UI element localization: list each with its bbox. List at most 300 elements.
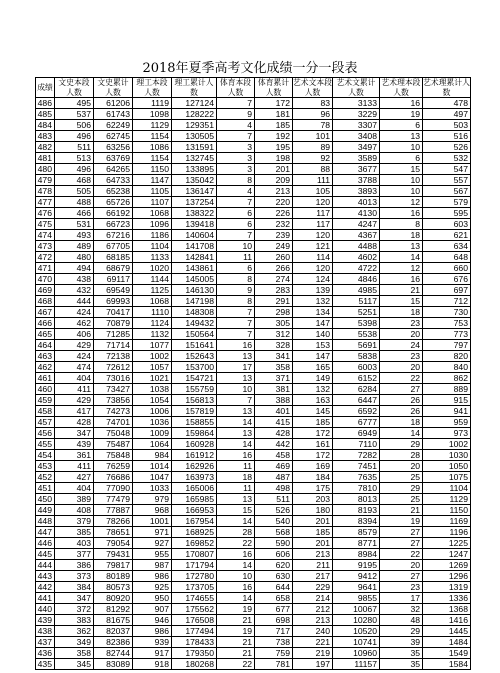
table-cell: 27 [380,527,423,538]
table-cell: 9412 [333,571,380,582]
table-cell: 140604 [172,230,217,241]
table-cell: 1054 [133,395,172,406]
table-cell: 590 [255,538,293,549]
header-yishuwen-segment: 艺术文本段人数 [293,78,332,97]
table-cell: 1144 [133,274,172,285]
table-cell: 1154 [133,131,172,142]
table-row [36,252,471,263]
table-cell: 1107 [133,197,172,208]
table-row [36,351,471,362]
table-cell: 462 [36,362,55,373]
table-cell: 1105 [133,186,172,197]
table-cell: 603 [423,219,471,230]
table-cell: 15 [380,164,423,175]
table-cell: 475 [36,219,55,230]
table-cell: 67216 [94,230,133,241]
table-cell: 6003 [333,362,380,373]
table-cell: 69549 [94,285,133,296]
table-row [36,186,471,197]
table-cell: 454 [36,450,55,461]
table-cell: 10741 [333,637,380,648]
table-cell: 132745 [172,153,217,164]
table-cell: 467 [36,307,55,318]
table-cell: 4722 [333,263,380,274]
table-cell: 73856 [94,395,133,406]
table-cell: 163973 [172,472,217,483]
table-cell: 114 [293,252,333,263]
table-cell: 1002 [133,351,172,362]
table-cell: 195 [255,142,293,153]
table-cell: 482 [36,142,55,153]
table-cell: 221 [293,637,333,648]
table-cell: 444 [55,296,94,307]
table-cell: 150564 [172,329,217,340]
table-row [36,538,471,549]
table-cell: 1104 [133,241,172,252]
table-cell: 66192 [94,208,133,219]
table-cell: 469 [255,461,293,472]
header-yishuli-cumulative: 艺术理累计人数 [423,78,470,97]
header-yishuli-segment: 艺术理本段人数 [380,78,423,98]
table-cell: 489 [55,241,94,252]
table-cell: 478 [423,98,471,109]
table-cell: 79431 [94,549,133,560]
table-cell: 240 [293,626,333,637]
table-cell: 8013 [333,494,380,505]
table-cell: 1150 [423,505,471,516]
table-cell: 442 [255,439,293,450]
table-cell: 478 [36,186,55,197]
table-cell: 185 [293,527,333,538]
table-cell: 77887 [94,505,133,516]
table-cell: 20 [380,329,423,340]
table-cell: 971 [133,527,172,538]
table-cell: 7 [217,230,255,241]
table-cell: 472 [36,252,55,263]
table-cell: 170807 [172,549,217,560]
table-cell: 411 [55,384,94,395]
table-cell: 171794 [172,560,217,571]
table-row [36,549,471,560]
table-cell: 1068 [133,296,172,307]
table-cell: 68679 [94,263,133,274]
table-cell: 634 [423,241,471,252]
table-cell: 455 [36,439,55,450]
table-cell: 388 [255,395,293,406]
table-cell: 20 [380,560,423,571]
table-cell: 28 [217,527,255,538]
table-cell: 1445 [423,626,471,637]
table-cell: 1549 [423,648,471,659]
table-cell: 239 [255,230,293,241]
table-cell: 1021 [133,373,172,384]
table-cell: 547 [423,164,471,175]
table-row [36,615,471,626]
table-cell: 157819 [172,406,217,417]
table-cell: 22 [380,373,423,384]
table-cell: 644 [255,582,293,593]
table-cell: 148308 [172,307,217,318]
table-cell: 345 [55,659,94,670]
table-cell: 349 [55,637,94,648]
table-cell: 383 [55,615,94,626]
table-cell: 712 [423,296,471,307]
table-cell: 3893 [333,186,380,197]
table-cell: 447 [36,527,55,538]
table-cell: 759 [255,648,293,659]
table-cell: 606 [255,549,293,560]
table-cell: 440 [36,604,55,615]
header-tiyu-segment: 体育本段人数 [217,78,255,98]
table-cell: 511 [255,494,293,505]
table-row [36,340,471,351]
table-cell: 697 [423,285,471,296]
table-cell: 917 [133,648,172,659]
table-cell: 1006 [133,406,172,417]
table-cell: 10520 [333,626,380,637]
table-cell: 3229 [333,109,380,120]
table-cell: 1098 [133,109,172,120]
table-cell: 22 [217,659,255,670]
table-cell: 443 [36,571,55,582]
table-row [36,197,471,208]
table-cell: 465 [36,329,55,340]
table-cell: 347 [55,428,94,439]
table-row [36,560,471,571]
table-cell: 28 [380,450,423,461]
table-cell: 129351 [172,120,217,131]
table-cell: 1484 [423,637,471,648]
table-cell: 4 [217,186,255,197]
table-cell: 203 [293,494,333,505]
table-row [36,230,471,241]
table-cell: 473 [36,241,55,252]
table-cell: 71714 [94,340,133,351]
table-cell: 229 [293,582,333,593]
table-cell: 3307 [333,120,380,131]
table-cell: 139418 [172,219,217,230]
table-cell: 63769 [94,153,133,164]
table-cell: 470 [36,274,55,285]
table-cell: 24 [380,340,423,351]
table-cell: 201 [293,538,333,549]
table-cell: 8 [217,296,255,307]
table-cell: 984 [133,450,172,461]
table-cell: 371 [255,373,293,384]
table-cell: 13 [217,428,255,439]
table-cell: 120 [293,197,333,208]
page-title: 2018年夏季高考文化成绩一分一段表 [142,61,358,76]
table-cell: 6 [217,208,255,219]
table-cell: 177494 [172,626,217,637]
table-cell: 959 [423,417,471,428]
table-cell: 10280 [333,615,380,626]
table-cell: 1086 [133,142,172,153]
table-cell: 476 [36,208,55,219]
table-row [36,153,471,164]
table-cell: 1196 [423,527,471,538]
table-cell: 71285 [94,329,133,340]
table-cell: 781 [255,659,293,670]
table-cell: 141708 [172,241,217,252]
table-cell: 16 [380,98,423,109]
table-cell: 8771 [333,538,380,549]
table-cell: 145005 [172,274,217,285]
table-cell: 1038 [133,384,172,395]
table-cell: 16 [217,549,255,560]
table-cell: 162926 [172,461,217,472]
table-cell: 145 [293,406,333,417]
table-cell: 466 [36,318,55,329]
table-cell: 192 [255,131,293,142]
table-cell: 462 [55,318,94,329]
table-cell: 29 [380,483,423,494]
table-cell: 15 [217,505,255,516]
table-cell: 979 [133,494,172,505]
table-cell: 7451 [333,461,380,472]
table-cell: 1129 [133,120,172,131]
table-cell: 83089 [94,659,133,670]
table-cell: 1036 [133,417,172,428]
table-cell: 479 [36,175,55,186]
table-cell: 83 [293,98,333,109]
table-cell: 10 [217,241,255,252]
table-cell: 232 [255,219,293,230]
table-row [36,527,471,538]
table-cell: 753 [423,318,471,329]
table-cell: 458 [255,450,293,461]
table-cell: 1068 [133,208,172,219]
table-cell: 458 [36,406,55,417]
table-cell: 389 [55,494,94,505]
table-cell: 406 [55,329,94,340]
table-cell: 147 [293,351,333,362]
table-cell: 1584 [423,659,471,670]
table-cell: 74701 [94,417,133,428]
table-cell: 128222 [172,109,217,120]
table-cell: 505 [55,186,94,197]
table-row [36,417,471,428]
table-cell: 1247 [423,549,471,560]
table-cell: 403 [55,538,94,549]
table-cell: 328 [255,340,293,351]
table-row [36,450,471,461]
table-cell: 72138 [94,351,133,362]
table-cell: 64733 [94,175,133,186]
table-row [36,659,471,670]
table-row [36,384,471,395]
table-cell: 579 [423,197,471,208]
table-cell: 973 [423,428,471,439]
header-ligong-cumulative: 理工累计人数 [172,78,217,98]
table-cell: 449 [36,505,55,516]
table-cell: 12 [380,197,423,208]
table-cell: 540 [255,516,293,527]
table-cell: 1124 [133,318,172,329]
table-cell: 65238 [94,186,133,197]
table-cell: 180268 [172,659,217,670]
table-cell: 20 [380,362,423,373]
table-cell: 213 [293,615,333,626]
table-cell: 75487 [94,439,133,450]
table-cell: 424 [55,307,94,318]
table-cell: 10 [380,142,423,153]
table-cell: 386 [55,560,94,571]
table-cell: 3 [217,153,255,164]
table-cell: 11157 [333,659,380,670]
table-cell: 567 [423,186,471,197]
table-row [36,329,471,340]
table-cell: 7282 [333,450,380,461]
table-cell: 22 [217,538,255,549]
table-cell: 442 [36,582,55,593]
table-cell: 484 [36,120,55,131]
table-cell: 312 [255,329,293,340]
table-cell: 29 [380,439,423,450]
table-cell: 485 [36,109,55,120]
table-cell: 1096 [133,219,172,230]
table-cell: 503 [423,120,471,131]
table-cell: 5691 [333,340,380,351]
table-cell: 198 [255,153,293,164]
table-cell: 101 [293,131,333,142]
table-cell: 10 [217,571,255,582]
table-cell: 161912 [172,450,217,461]
table-cell: 480 [55,252,94,263]
table-cell: 3 [217,142,255,153]
table-cell: 471 [36,263,55,274]
table-cell: 147 [293,318,333,329]
table-cell: 358 [55,648,94,659]
table-cell: 16 [217,340,255,351]
table-cell: 441 [36,593,55,604]
table-cell: 21 [217,637,255,648]
table-row [36,219,471,230]
table-cell: 3497 [333,142,380,153]
table-cell: 142841 [172,252,217,263]
table-cell: 676 [423,274,471,285]
table-cell: 20 [380,461,423,472]
table-cell: 133895 [172,164,217,175]
table-row [36,296,471,307]
table-cell: 156813 [172,395,217,406]
table-cell: 154721 [172,373,217,384]
table-cell: 111 [293,175,333,186]
table-cell: 373 [55,571,94,582]
table-cell: 986 [133,571,172,582]
table-cell: 283 [255,285,293,296]
table-row [36,274,471,285]
table-cell: 7 [217,395,255,406]
table-cell: 9641 [333,582,380,593]
header-row [36,78,471,98]
table-cell: 78651 [94,527,133,538]
table-cell: 68185 [94,252,133,263]
table-cell: 6 [380,153,423,164]
table-cell: 488 [55,197,94,208]
table-cell: 212 [293,604,333,615]
table-cell: 1075 [423,472,471,483]
table-cell: 81292 [94,604,133,615]
table-cell: 3677 [333,164,380,175]
table-cell: 158855 [172,417,217,428]
table-cell: 82744 [94,648,133,659]
table-cell: 131591 [172,142,217,153]
table-cell: 1001 [133,516,172,527]
table-cell: 143861 [172,263,217,274]
table-cell: 6777 [333,417,380,428]
table-cell: 147198 [172,296,217,307]
table-cell: 946 [133,615,172,626]
table-row [36,483,471,494]
table-cell: 372 [55,604,94,615]
table-cell: 23 [380,582,423,593]
table-cell: 153 [293,340,333,351]
table-cell: 526 [255,505,293,516]
table-cell: 10067 [333,604,380,615]
table-cell: 74273 [94,406,133,417]
table-cell: 75848 [94,450,133,461]
table-row [36,461,471,472]
table-cell: 444 [36,560,55,571]
table-cell: 4846 [333,274,380,285]
table-cell: 172780 [172,571,217,582]
table-cell: 11 [217,483,255,494]
table-cell: 81675 [94,615,133,626]
table-cell: 630 [255,571,293,582]
table-cell: 717 [255,626,293,637]
table-cell: 105 [293,186,333,197]
table-cell: 201 [255,164,293,175]
table-row [36,428,471,439]
table-cell: 140 [293,329,333,340]
table-cell: 174655 [172,593,217,604]
table-cell: 6 [217,219,255,230]
table-cell: 181 [255,109,293,120]
table-cell: 201 [293,516,333,527]
table-cell: 18 [380,417,423,428]
table-cell: 178433 [172,637,217,648]
table-cell: 27 [380,538,423,549]
table-cell: 76686 [94,472,133,483]
table-cell: 487 [255,472,293,483]
table-cell: 76259 [94,461,133,472]
table-cell: 213 [293,549,333,560]
table-cell: 439 [55,439,94,450]
table-cell: 92 [293,153,333,164]
table-cell: 13 [217,373,255,384]
table-cell: 432 [55,285,94,296]
table-cell: 466 [55,208,94,219]
table-row [36,439,471,450]
table-cell: 23 [380,351,423,362]
table-cell: 172 [293,428,333,439]
table-cell: 620 [255,560,293,571]
table-cell: 73427 [94,384,133,395]
table-cell: 16 [217,582,255,593]
table-cell: 7 [217,318,255,329]
table-cell: 557 [423,175,471,186]
table-cell: 341 [255,351,293,362]
table-cell: 214 [293,593,333,604]
table-cell: 439 [36,615,55,626]
table-cell: 19 [217,604,255,615]
table-row [36,241,471,252]
table-cell: 70417 [94,307,133,318]
table-cell: 217 [293,571,333,582]
table-cell: 1150 [133,164,172,175]
table-cell: 137254 [172,197,217,208]
